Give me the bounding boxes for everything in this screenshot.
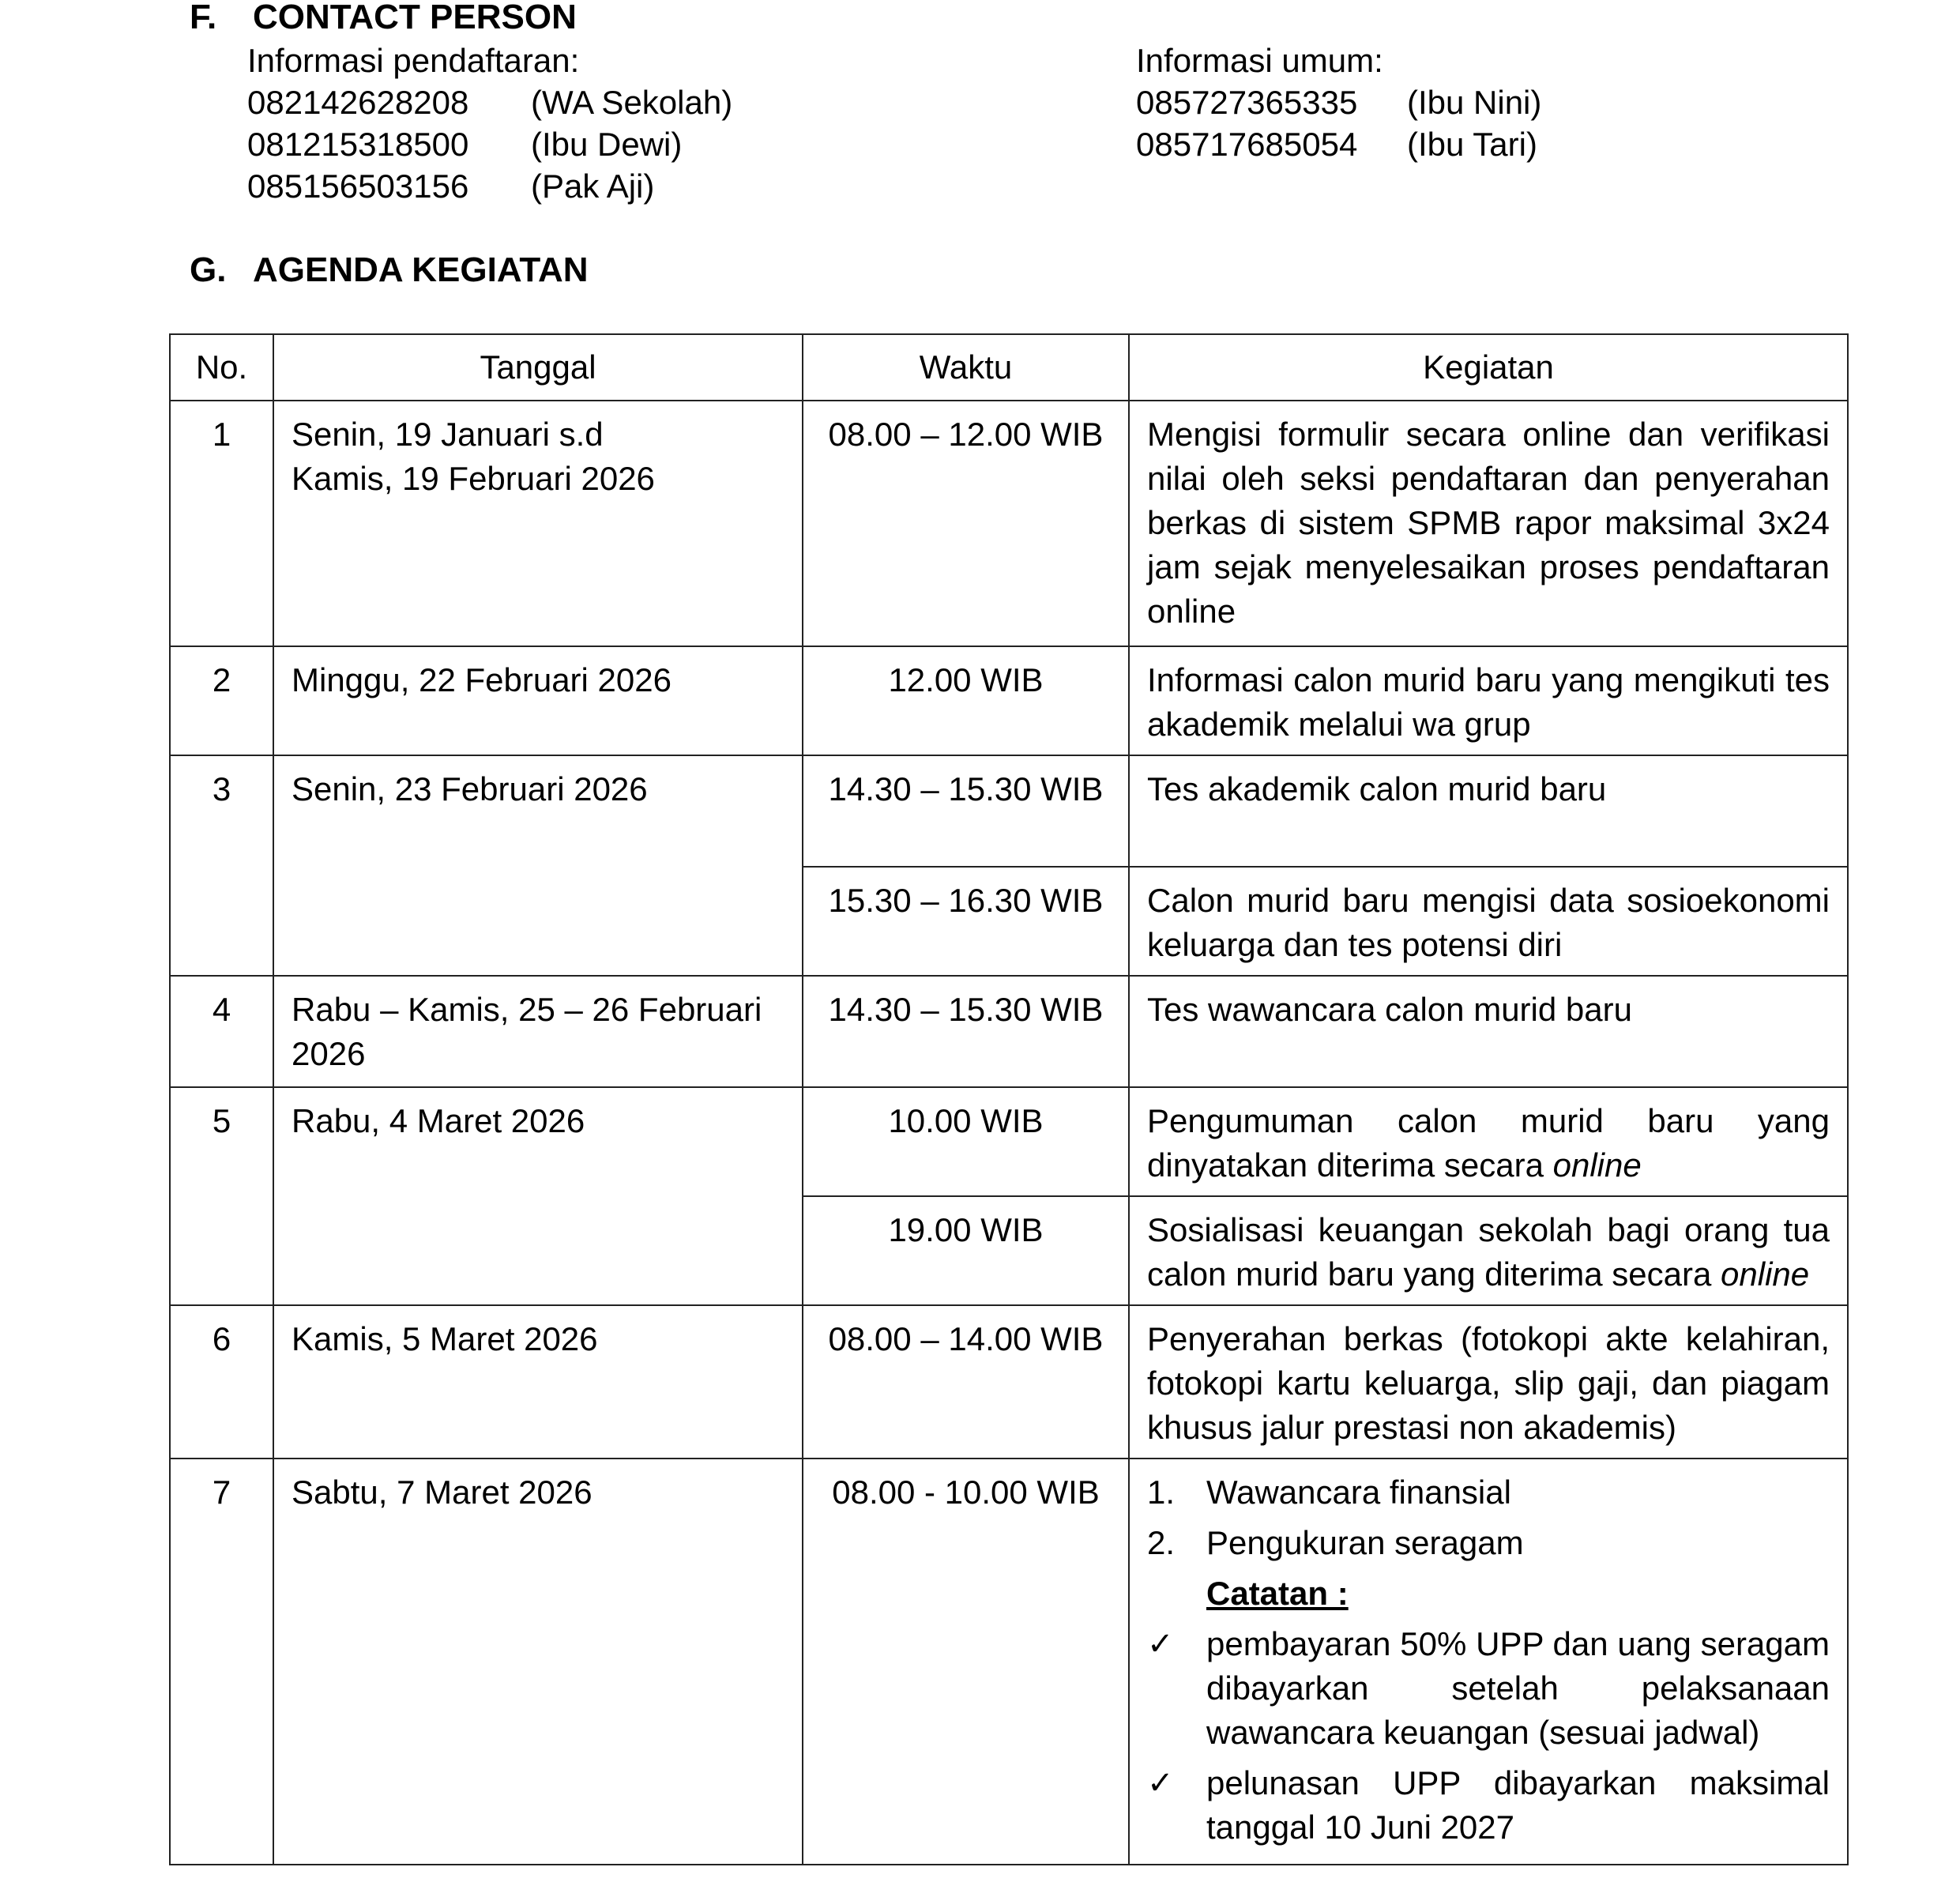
list-text: Wawancara finansial (1206, 1474, 1511, 1511)
row-time: 10.00 WIB (803, 1087, 1129, 1196)
section-g-title: AGENDA KEGIATAN (253, 250, 589, 289)
row-no: 4 (170, 976, 273, 1087)
contact-name: (Ibu Tari) (1407, 126, 1537, 163)
row-time: 08.00 – 12.00 WIB (803, 401, 1129, 646)
row-no: 3 (170, 755, 273, 976)
general-label: Informasi umum: (1136, 42, 1383, 79)
row-date: Kamis, 5 Maret 2026 (273, 1305, 803, 1459)
row-no: 2 (170, 646, 273, 755)
contact-row (247, 81, 732, 123)
activity-list-item (1147, 1470, 1830, 1515)
row-date-line: Senin, 19 Januari s.d (292, 416, 604, 453)
row-time: 08.00 – 14.00 WIB (803, 1305, 1129, 1459)
table-row (170, 976, 1848, 1087)
activity-text: Sosialisasi keuangan sekolah bagi orang tua calon murid baru yang diterima secara (1147, 1211, 1830, 1293)
row-date: Rabu – Kamis, 25 – 26 Februari 2026 (273, 976, 803, 1087)
section-g-heading (190, 250, 589, 291)
row-time: 08.00 - 10.00 WIB (803, 1459, 1129, 1865)
row-time: 14.30 – 15.30 WIB (803, 755, 1129, 867)
row-date: Minggu, 22 Februari 2026 (273, 646, 803, 755)
table-row (170, 1305, 1848, 1459)
row-activity: Tes akademik calon murid baru (1129, 755, 1848, 867)
row-activity: Informasi calon murid baru yang mengikuti tes akademik melalui wa grup (1129, 646, 1848, 755)
row-date: Senin, 23 Februari 2026 (273, 755, 803, 976)
section-g-letter: G. (190, 250, 227, 289)
activity-list-item (1147, 1521, 1830, 1565)
contact-row (1136, 81, 1541, 123)
table-header-row (170, 334, 1848, 401)
row-time: 12.00 WIB (803, 646, 1129, 755)
row-no: 7 (170, 1459, 273, 1865)
header-no: No. (170, 334, 273, 401)
row-date (273, 401, 803, 646)
table-row (170, 646, 1848, 755)
row-activity (1129, 1087, 1848, 1196)
checkmark-icon: ✓ (1147, 1766, 1174, 1801)
note-item (1147, 1622, 1830, 1755)
row-date: Rabu, 4 Maret 2026 (273, 1087, 803, 1305)
table-row (170, 1087, 1848, 1196)
row-activity (1129, 1196, 1848, 1305)
contact-name: (Ibu Nini) (1407, 84, 1542, 121)
contact-row (247, 165, 732, 207)
registration-contacts (247, 40, 732, 207)
row-time: 14.30 – 15.30 WIB (803, 976, 1129, 1087)
header-date: Tanggal (273, 334, 803, 401)
row-activity: Tes wawancara calon murid baru (1129, 976, 1848, 1087)
contact-row (247, 123, 732, 165)
row-activity: Calon murid baru mengisi data sosioekonomi keluarga dan tes potensi diri (1129, 867, 1848, 976)
row-time: 15.30 – 16.30 WIB (803, 867, 1129, 976)
contact-number: 082142628208 (247, 84, 469, 121)
header-activity: Kegiatan (1129, 334, 1848, 401)
row-no: 6 (170, 1305, 273, 1459)
activity-list (1147, 1470, 1830, 1565)
row-activity: Penyerahan berkas (fotokopi akte kelahiran, fotokopi kartu keluarga, slip gaji, dan piagam khusus jalur prestasi non akademis) (1129, 1305, 1848, 1459)
contact-name: (WA Sekolah) (531, 84, 733, 121)
contact-number: 081215318500 (247, 126, 469, 163)
contact-row (1136, 123, 1541, 165)
registration-label: Informasi pendaftaran: (247, 42, 580, 79)
contact-number: 085156503156 (247, 167, 469, 205)
table-row (170, 401, 1848, 646)
row-no: 5 (170, 1087, 273, 1305)
agenda-table (169, 333, 1849, 1865)
table-row (170, 755, 1848, 867)
note-text: pelunasan UPP dibayarkan maksimal tanggal 10 Juni 2027 (1206, 1764, 1830, 1846)
contact-name: (Ibu Dewi) (531, 126, 683, 163)
row-no: 1 (170, 401, 273, 646)
list-number: 2. (1147, 1524, 1176, 1561)
row-time: 19.00 WIB (803, 1196, 1129, 1305)
header-time: Waktu (803, 334, 1129, 401)
contact-name: (Pak Aji) (531, 167, 655, 205)
activity-text: Pengumuman calon murid baru yang dinyatakan diterima secara (1147, 1102, 1830, 1184)
section-f-letter: F. (190, 0, 217, 36)
activity-italic: online (1721, 1255, 1810, 1293)
row-date: Sabtu, 7 Maret 2026 (273, 1459, 803, 1865)
note-label: Catatan : (1206, 1575, 1349, 1612)
activity-italic: online (1552, 1146, 1642, 1184)
list-number: 1. (1147, 1474, 1176, 1511)
table-row (170, 1459, 1848, 1865)
contact-number: 085717685054 (1136, 126, 1358, 163)
row-date-line: Kamis, 19 Februari 2026 (292, 460, 655, 497)
checkmark-icon: ✓ (1147, 1627, 1174, 1662)
contact-number: 085727365335 (1136, 84, 1358, 121)
section-f-title: CONTACT PERSON (253, 0, 577, 36)
row-activity (1129, 1459, 1848, 1865)
list-text: Pengukuran seragam (1206, 1524, 1524, 1561)
general-contacts (1136, 40, 1541, 165)
row-activity: Mengisi formulir secara online dan verifikasi nilai oleh seksi pendaftaran dan penyerahan berkas di sistem SPMB rapor maksimal 3x24 jam sejak menyelesaikan proses pendaftaran online (1129, 401, 1848, 646)
section-f-heading (190, 0, 577, 38)
note-text: pembayaran 50% UPP dan uang seragam dibayarkan setelah pelaksanaan wawancara keuangan (sesuai jadwal) (1206, 1625, 1830, 1751)
note-item (1147, 1761, 1830, 1850)
note-list (1147, 1622, 1830, 1850)
